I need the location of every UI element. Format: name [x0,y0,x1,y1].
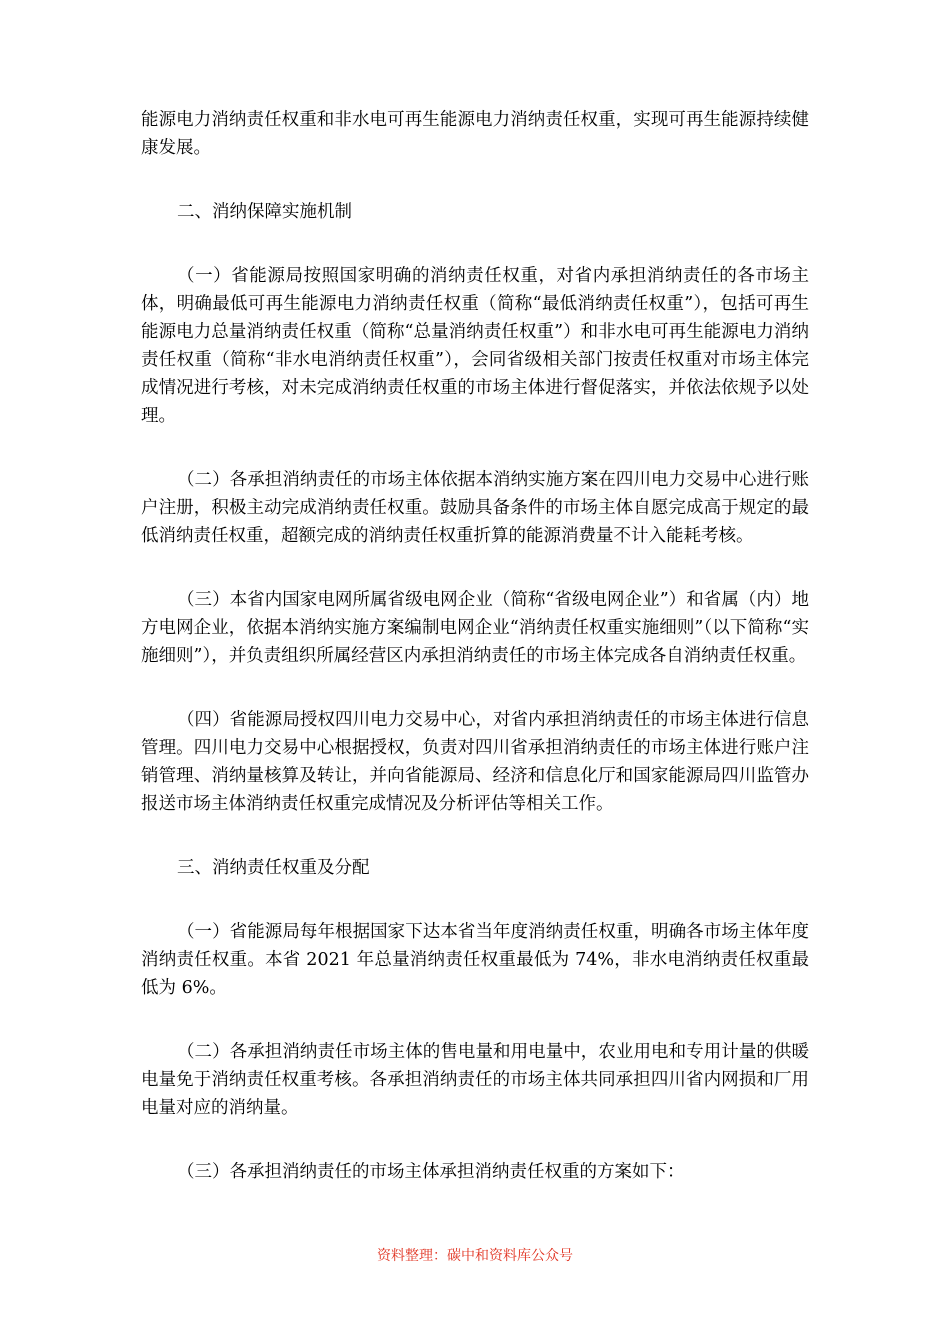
paragraph-2-4: （四）省能源局授权四川电力交易中心，对省内承担消纳责任的市场主体进行信息管理。四川电力交易中心根据授权，负责对四川省承担消纳责任的市场主体进行账户注销管理、消纳量核算及转让，并向省能源局、经济和信息化厅和国家能源局四川监管办报送市场主体消纳责任权重完成情况及分析评估等相关工作。 [141,710,809,814]
paragraph-2-3: （三）本省内国家电网所属省级电网企业（简称“省级电网企业”）和省属（内）地方电网企业，依据本消纳实施方案编制电网企业“消纳责任权重实施细则”（以下简称“实施细则”），并负责组织所属经营区内承担消纳责任的市场主体完成各自消纳责任权重。 [141,590,809,666]
paragraph-3-2: （二）各承担消纳责任市场主体的售电量和用电量中，农业用电和专用计量的供暖电量免于消纳责任权重考核。各承担消纳责任的市场主体共同承担四川省内网损和厂用电量对应的消纳量。 [141,1042,809,1118]
paragraph-continuation: 能源电力消纳责任权重和非水电可再生能源电力消纳责任权重，实现可再生能源持续健康发展。 [141,110,809,158]
section-heading-2: 二、消纳保障实施机制 [177,202,352,222]
footer-source-note: 资料整理：碳中和资料库公众号 [377,1248,573,1264]
paragraph-3-3: （三）各承担消纳责任的市场主体承担消纳责任权重的方案如下： [177,1162,685,1182]
section-heading-3: 三、消纳责任权重及分配 [177,858,370,878]
paragraph-3-1: （一）省能源局每年根据国家下达本省当年度消纳责任权重，明确各市场主体年度消纳责任权重。本省 2021 年总量消纳责任权重最低为 74%，非水电消纳责任权重最低为 6%。 [141,922,809,998]
document-body [141,106,809,1186]
paragraph-2-2: （二）各承担消纳责任的市场主体依据本消纳实施方案在四川电力交易中心进行账户注册，积极主动完成消纳责任权重。鼓励具备条件的市场主体自愿完成高于规定的最低消纳责任权重，超额完成的消纳责任权重折算的能源消费量不计入能耗考核。 [141,470,809,546]
paragraph-2-1: （一）省能源局按照国家明确的消纳责任权重，对省内承担消纳责任的各市场主体，明确最低可再生能源电力消纳责任权重（简称“最低消纳责任权重”），包括可再生能源电力总量消纳责任权重（简称“总量消纳责任权重”）和非水电可再生能源电力消纳责任权重（简称“非水电消纳责任权重”），会同省级相关部门按责任权重对市场主体完成情况进行考核，对未完成消纳责任权重的市场主体进行督促落实，并依法依规予以处理。 [141,266,809,426]
